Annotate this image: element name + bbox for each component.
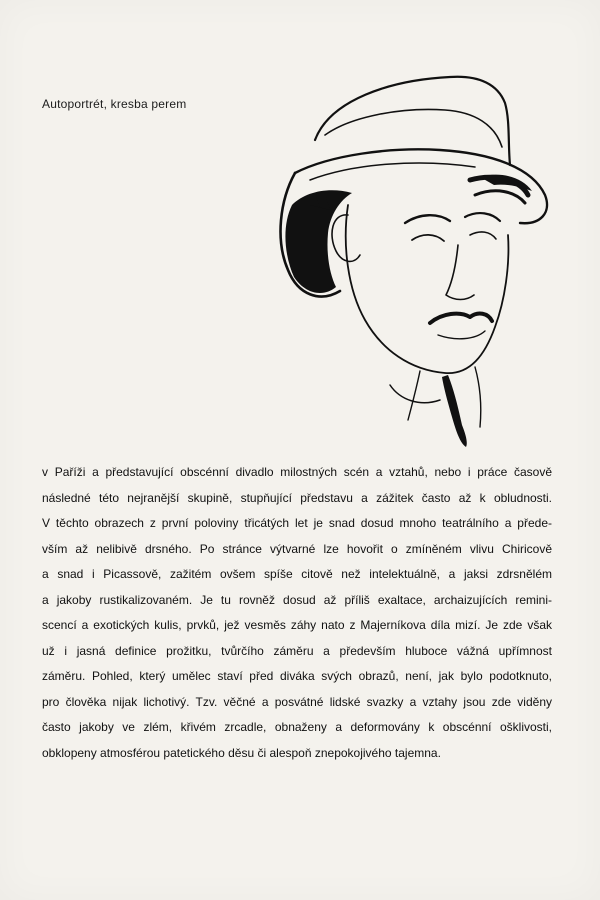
neck-stroke xyxy=(408,371,420,420)
text-line: pro člověka nijak lichotivý. Tzv. věčné a posvátné lidské svazky a vztahy jsou zde viděny xyxy=(42,694,552,709)
left-eyebrow-stroke xyxy=(405,215,450,223)
self-portrait-drawing xyxy=(270,55,570,455)
text-line: v Paříži a představující obscénní divadlo milostných scén a vztahů, nebo i práce časově xyxy=(42,465,552,479)
text-line: často jakoby ve zlém, křivém zrcadle, obnaženy a deformovány k obscénní ošklivosti, xyxy=(42,720,552,734)
text-line: V těchto obrazech z první poloviny třicátých let je snad dosud mnoho teatrálního a přede- xyxy=(42,516,552,530)
text-line: scencí a exotických kulis, prvků, jež vesměs záhy nato z Majerníkova díla mizí. Je zde však xyxy=(42,618,552,632)
nose-stroke xyxy=(446,245,474,300)
text-line: záměru. Pohled, který umělec staví před diváka svých obrazů, není, jak bylo podotknuto, xyxy=(42,669,552,683)
hat-crown-inner-stroke xyxy=(325,109,502,147)
text-line: obklopeny atmosférou patetického děsu či alespoň znepokojivého tajemna. xyxy=(42,745,441,760)
right-eye-stroke xyxy=(470,232,496,239)
text-line: následné této nejranější skupině, stupňující představu a zážitek často až k obludnosti. xyxy=(42,490,552,505)
body-paragraph xyxy=(42,460,552,766)
mustache-stroke xyxy=(430,314,492,323)
text-line: vším až nelibivě drsného. Po stránce výtvarné lze hovořit o zmíněném vlivu Chiricově xyxy=(42,541,552,556)
illustration-caption: Autoportrét, kresba perem xyxy=(42,97,187,111)
tie-shape xyxy=(442,375,467,447)
text-line: a snad i Picassově, zažitém ovšem spíše citově než intelektuálně, a jaksi zdrsnělém xyxy=(42,567,552,581)
collar-right-stroke xyxy=(475,367,481,427)
text-line: a jakoby rustikalizovaném. Je tu rovněž dosud až příliš exaltace, archaizujících remini- xyxy=(42,592,552,607)
hat-brim-lower-stroke xyxy=(310,163,475,180)
text-line: už i jasná definice prožitku, tvůrčího záměru a především hluboce vážná upřímnost xyxy=(42,643,552,658)
left-eye-stroke xyxy=(412,235,444,241)
hair-stroke-2 xyxy=(475,191,525,203)
right-eyebrow-stroke xyxy=(465,213,500,221)
face-outline-stroke xyxy=(346,205,509,373)
mouth-stroke xyxy=(438,331,485,339)
